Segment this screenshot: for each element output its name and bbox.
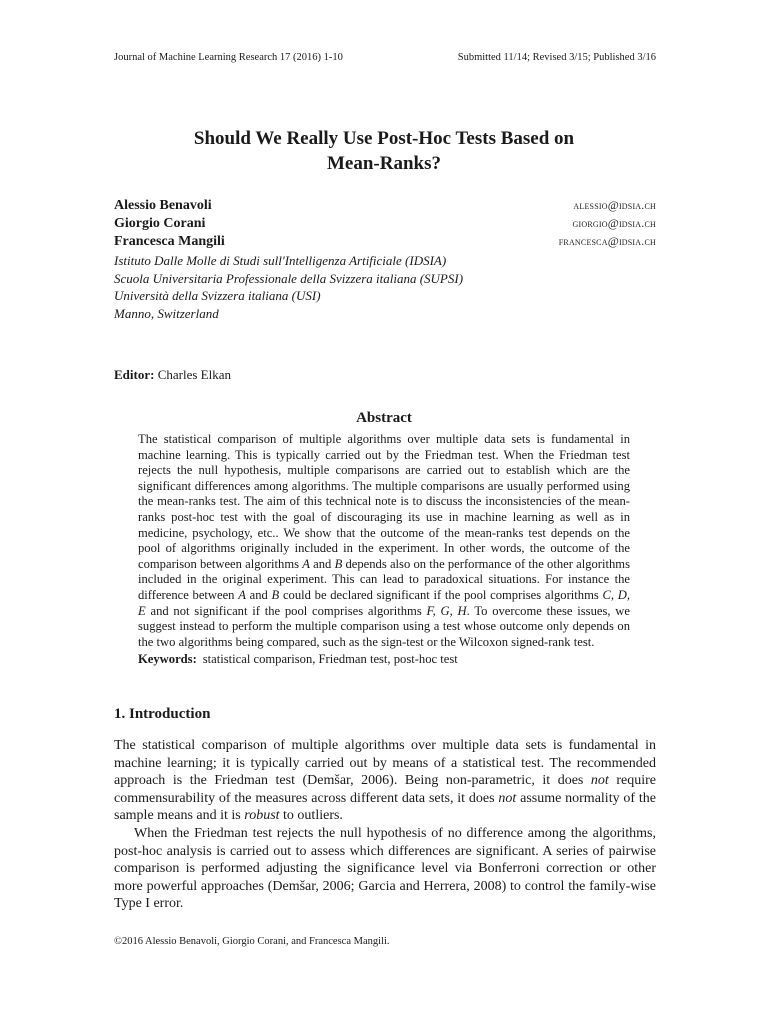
emphasis: robust: [244, 808, 280, 824]
journal-header: [114, 52, 656, 63]
emphasis: not: [590, 773, 609, 789]
paper-title: [0, 126, 768, 176]
author-block: [114, 198, 656, 322]
math-cde: C, D, E: [138, 587, 630, 618]
author-row: [114, 234, 656, 252]
author-name: Alessio Benavoli: [114, 198, 212, 213]
text-segment: assume normality of the sample means and it is: [114, 790, 656, 824]
keywords-list: statistical comparison, Friedman test, post-hoc test: [202, 652, 458, 667]
editor-line: [114, 367, 231, 383]
math-fgh: F, G, H: [426, 603, 467, 618]
text-segment: The statistical comparison of multiple algorithms over multiple data sets is fundamental in machine learning; it is typically carried out by means of a statistical test. The recommended approach is the Friedman test (Demšar, 2006). Being non-parametric, it does: [114, 738, 656, 789]
editor-label: Editor:: [114, 367, 155, 382]
submission-dates: Submitted 11/14; Revised 3/15; Published 3/16: [457, 52, 656, 63]
keywords-line: [138, 652, 630, 668]
emphasis: not: [498, 790, 517, 806]
text-segment: to outliers.: [279, 808, 343, 824]
affiliation-line: Istituto Dalle Molle di Studi sull'Intelligenza Artificiale (IDSIA): [114, 253, 447, 268]
editor-name: Charles Elkan: [157, 367, 231, 382]
affiliation-line: Manno, Switzerland: [114, 305, 219, 321]
math-a: A: [238, 587, 246, 602]
paragraph: [114, 737, 656, 825]
abstract-segment: . To overcome these issues, we suggest instead to perform the multiple comparison using a test whose outcome only depends on the two algorithms being compared, such as the sign-test or the Wilcoxon signed-rank test.: [138, 603, 630, 649]
affiliation-line: Scuola Universitaria Professionale della Svizzera italiana (SUPSI): [114, 270, 464, 286]
paragraph: When the Friedman test rejects the null hypothesis of no difference among the algorithms, post-hoc analysis is carried out to assess which differences are significant. A series of pairwise comparison is performed adjusting the significance level via Bonferroni correction or other more powerful approaches (Demšar, 2006; Garcia and Herrera, 2008) to control the family-wise Type I error.: [114, 825, 656, 912]
author-name: Giorgio Corani: [114, 216, 206, 231]
math-b: B: [271, 587, 280, 602]
keywords-label: Keywords:: [138, 652, 197, 667]
abstract-text: [138, 432, 630, 650]
text-segment: require commensurability of the measures across different data sets, it does: [114, 773, 656, 806]
author-row: [114, 216, 656, 234]
introduction-body: [114, 737, 656, 913]
math-b: B: [334, 556, 343, 571]
section-heading: 1. Introduction: [114, 706, 211, 722]
author-email: alessio@idsia.ch: [573, 198, 656, 212]
journal-citation: Journal of Machine Learning Research 17 (2016) 1-10: [114, 52, 343, 63]
author-row: [114, 198, 656, 216]
abstract-segment: and: [245, 587, 272, 602]
author-email: francesca@idsia.ch: [558, 234, 656, 248]
title-line-1: Should We Really Use Post-Hoc Tests Based on: [193, 128, 575, 149]
abstract-segment: depends also on the performance of the other algorithms included in the original experiment. This can lead to paradoxical situations. For instance the difference between: [138, 556, 630, 602]
math-a: A: [302, 556, 310, 571]
author-name: Francesca Mangili: [114, 234, 225, 249]
title-line-2: Mean-Ranks?: [326, 153, 441, 174]
abstract-segment: The statistical comparison of multiple algorithms over multiple data sets is fundamental in machine learning. This is typically carried out by the Friedman test. When the Friedman test rejects the null hypothesis, multiple comparisons are carried out to establish which are the significant differences among algorithms. The multiple comparisons are usually performed using the mean-ranks test. The aim of this technical note is to discuss the inconsistencies of the mean-ranks post-hoc test with the goal of discouraging its use in machine learning as well as in medicine, psychology, etc.. We show that the outcome of the mean-ranks test depends on the pool of algorithms originally included in the experiment. In other words, the outcome of the comparison between algorithms: [138, 432, 630, 571]
abstract-heading: Abstract: [356, 410, 412, 426]
abstract-segment: and: [309, 556, 335, 571]
abstract-segment: could be declared significant if the pool comprises algorithms: [279, 587, 603, 602]
copyright-footer: ©2016 Alessio Benavoli, Giorgio Corani, and Francesca Mangili.: [114, 936, 390, 947]
abstract-segment: and not significant if the pool comprises algorithms: [145, 603, 427, 618]
author-email: giorgio@idsia.ch: [572, 216, 656, 230]
affiliation-line: Università della Svizzera italiana (USI): [114, 288, 321, 303]
abstract-body: [138, 432, 630, 668]
